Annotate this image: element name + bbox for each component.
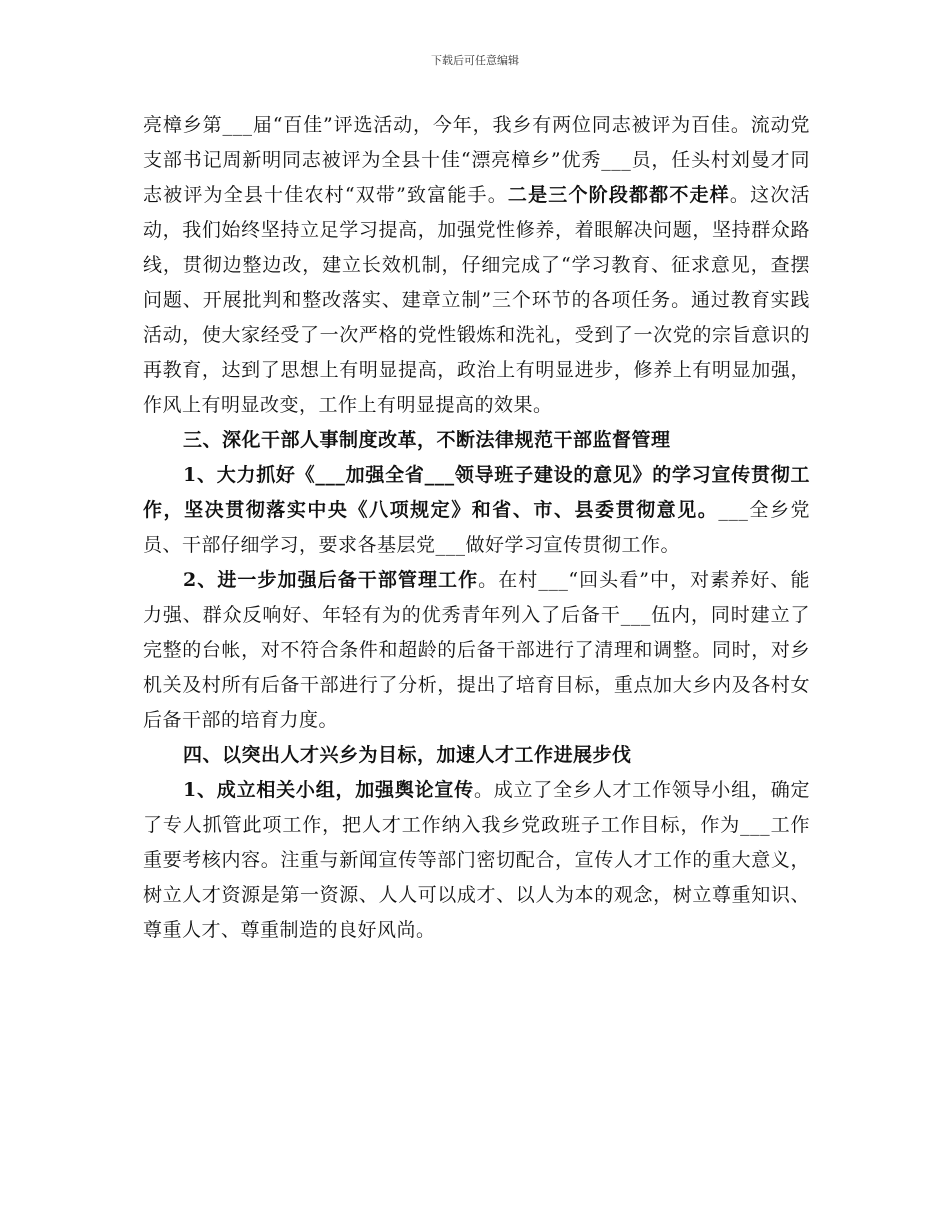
paragraph-text: 亮樟乡第___届“百佳”评选活动，今年，我乡有两位同志被评为百佳。流动党支部书记周新明同志被评为全县十佳“漂亮樟乡”优秀___员，任头村刘曼才同志被评为全县十佳农村“双带”致富能手。 (143, 114, 810, 206)
paragraph-item-2 (143, 563, 810, 738)
paragraph-text: 。这次活动，我们始终坚持立足学习提高，加强党性修养，着眼解决问题，坚持群众路线，贯彻边整边改，建立长效机制，仔细完成了“学习教育、征求意见，查摆问题、开展批判和整改落实、建章立制”三个环节的各项任务。通过教育实践活动，使大家经受了一次严格的党性锻炼和洗礼，受到了一次党的宗旨意识的再教育，达到了思想上有明显提高，政治上有明显进步，修养上有明显加强，作风上有明显改变，工作上有明显提高的效果。 (143, 184, 810, 416)
section-heading-3: 三、深化干部人事制度改革，不断法律规范干部监督管理 (183, 429, 671, 451)
section-heading-4: 四、以突出人才兴乡为目标，加速人才工作进展步伐 (183, 744, 632, 766)
paragraph-bold-lead: 2、进一步加强后备干部管理工作 (183, 569, 479, 591)
page-header: 下载后可任意编辑 (431, 54, 519, 67)
paragraph-text: 。成立了全乡人才工作领导小组，确定了专人抓管此项工作，把人才工作纳入我乡党政班子工作目标，作为___工作重要考核内容。注重与新闻宣传等部门密切配合，宣传人才工作的重大意义，树立人才资源是第一资源、人人可以成才、以人为本的观念，树立尊重知识、尊重人才、尊重制造的良好风尚。 (143, 779, 810, 941)
paragraph-bold-lead: 1、大力抓好《___加强全省___领导班子建设的意见》的学习宣传贯彻工作，坚决贯彻落实中央《八项规定》和省、市、县委贯彻意见。 (143, 464, 810, 521)
paragraph-item-1 (143, 458, 810, 563)
paragraph-text: ___全乡党员、干部仔细学习，要求各基层党___做好学习宣传贯彻工作。 (143, 499, 810, 556)
paragraph-continuation (143, 108, 810, 423)
paragraph-bold-lead: 1、成立相关小组，加强舆论宣传 (183, 779, 474, 801)
paragraph-text: 。在村___“回头看”中，对素养好、能力强、群众反响好、年轻有为的优秀青年列入了后备干___伍内，同时建立了完整的台帐，对不符合条件和超龄的后备干部进行了清理和调整。同时，对乡机关及村所有后备干部进行了分析，提出了培育目标，重点加大乡内及各村女后备干部的培育力度。 (143, 569, 810, 731)
document-body (143, 108, 810, 948)
paragraph-bold-lead: 二是三个阶段都都不走样 (507, 184, 730, 206)
paragraph-item-3 (143, 773, 810, 948)
